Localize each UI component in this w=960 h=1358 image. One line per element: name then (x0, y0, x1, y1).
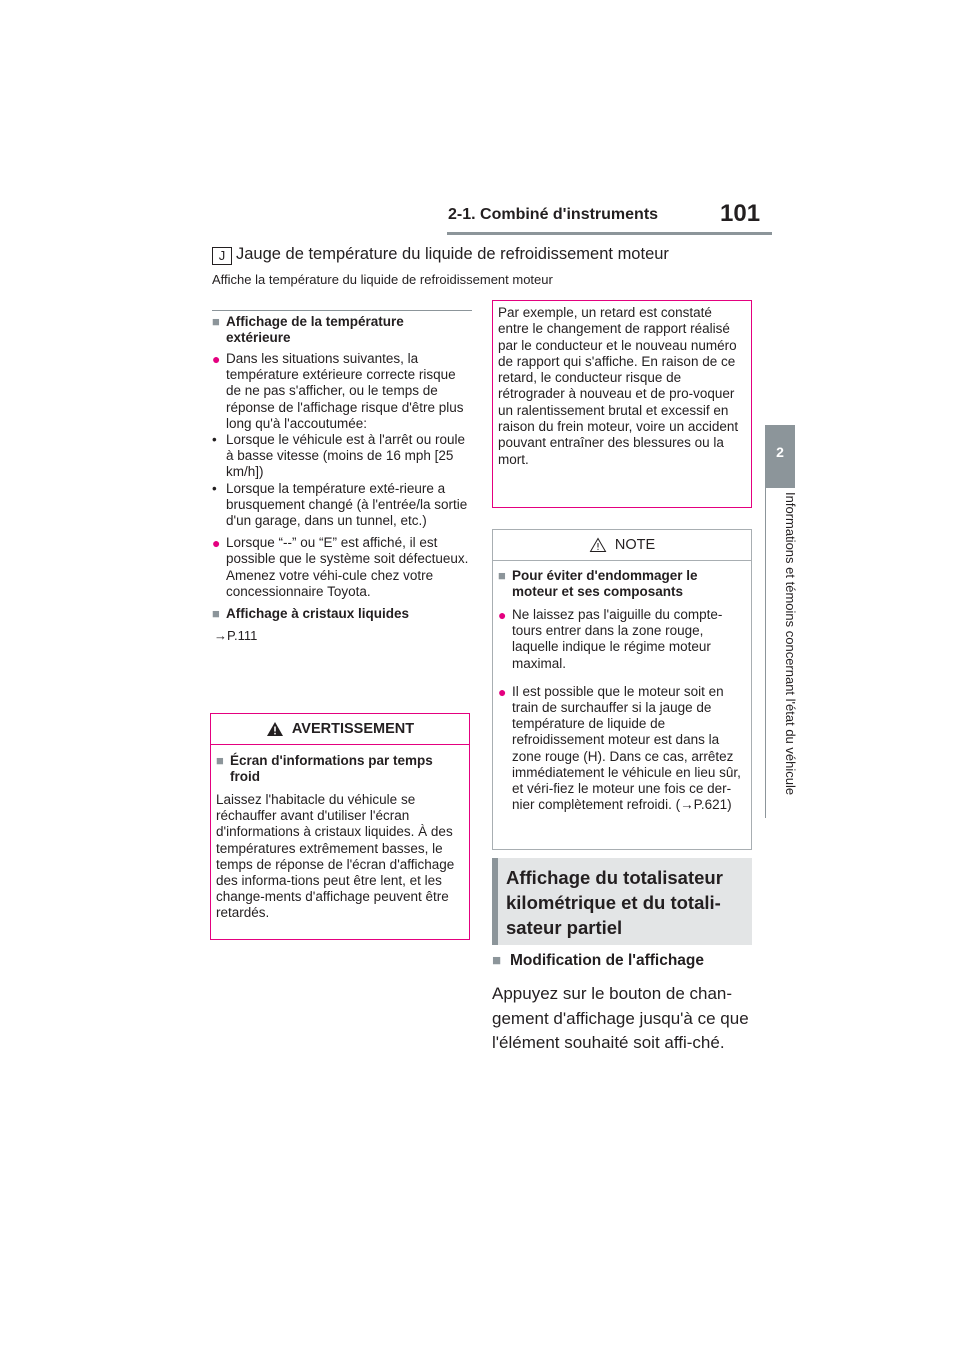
note-box (492, 529, 752, 850)
heading-lcd (212, 606, 472, 622)
warning-box (210, 713, 470, 940)
chapter-divider (765, 488, 766, 818)
note-title: NOTE (614, 537, 656, 553)
modification-heading-text: Modification de l'affichage (510, 952, 705, 969)
note-bullet-tachometer (498, 607, 745, 672)
sub-bullet-temp-change (212, 481, 472, 530)
page-reference-link[interactable]: →P.111 (214, 628, 258, 644)
warning-text: Laissez l'habitacle du véhicule se réchauffer avant d'utiliser l'écran d'informations à cristaux liquides. À des températures extrêmement basses, le temps de réponse de l'écran d'affichage des informa-tions peut être lent, et les change-ments d'affichage peuvent être retardés. (216, 792, 455, 921)
header-rule (447, 232, 772, 235)
gauge-description: Affiche la température du liquide de refroidissement moteur (212, 272, 553, 287)
bullet-outside-temp-text: Dans les situations suivantes, la température extérieure correcte risque de ne pas s'afficher, ou le temps de réponse de l'affichage risque d'être plus long qu'à l'accoutumée: (226, 351, 464, 431)
note-bullet-overheat (498, 684, 745, 814)
round-bullet-icon: ● (212, 535, 221, 552)
chapter-number: 2 (776, 444, 784, 460)
sub-bullet-stopped-text: Lorsque le véhicule est à l'arrêt ou roule à basse vitesse (moins de 16 mph [25 km/h]) (226, 432, 465, 480)
page-number: 101 (720, 200, 761, 227)
modification-text: Appuyez sur le bouton de chan-gement d'affichage jusqu'à ce que l'élément souhaité soit affi-ché. (492, 984, 749, 1052)
warning-body (211, 745, 469, 922)
heading-outside-temp (212, 314, 472, 346)
sub-bullet-temp-change-text: Lorsque la température exté-rieure a brusquement changé (à l'entrée/la sortie d'un garage, dans un tunnel, etc.) (226, 480, 468, 529)
round-bullet-icon: ● (498, 683, 507, 700)
note-heading-text: Pour éviter d'endommager le moteur et ses composants (512, 568, 698, 599)
continued-warning-box (492, 300, 752, 508)
sub-bullet-icon: • (212, 480, 217, 496)
heading-outside-temp-text: Affichage de la température extérieure (226, 314, 404, 345)
note-header (493, 530, 751, 561)
square-bullet-icon: ■ (492, 952, 502, 969)
section-heading-odometer (492, 858, 752, 945)
square-bullet-icon: ■ (498, 568, 506, 583)
section-title: 2-1. Combiné d'instruments (448, 206, 659, 223)
square-bullet-icon: ■ (212, 606, 220, 622)
warning-triangle-icon (266, 721, 284, 737)
note-bullet-overheat-text: Il est possible que le moteur soit en train de surchauffer si la jauge de température de liquide de refroidissement moteur est dans la zone rouge (H). Dans ce cas, arrêtez immédiatement le véhicule en lieu sûr, et véri-fiez le moteur une fois ce der-nier complètement refroidi. (→P.621) (512, 683, 741, 813)
section-heading-text: Affichage du totalisateur kilométrique et du totali-sateur partiel (506, 867, 723, 938)
square-bullet-icon: ■ (212, 314, 220, 329)
bullet-outside-temp (212, 351, 472, 432)
note-bullet-tachometer-text: Ne laissez pas l'aiguille du compte-tours entrer dans la zone rouge, laquelle indique le régime moteur maximal. (512, 607, 723, 671)
chapter-title: Informations et témoins concernant l'état du véhicule (783, 492, 798, 796)
gauge-title: Jauge de température du liquide de refroidissement moteur (236, 245, 669, 263)
gauge-letter-label: J (212, 247, 232, 265)
caution-outline-icon (589, 537, 607, 553)
heading-lcd-text: Affichage à cristaux liquides (226, 606, 410, 622)
round-bullet-icon: ● (498, 607, 507, 623)
sub-bullet-icon: • (212, 432, 217, 448)
bullet-error-display-text: Lorsque “--” ou “E” est affiché, il est possible que le système soit défectueux. Amenez votre véhi-cule chez votre concessionnaire Toyota. (226, 535, 469, 599)
sub-bullet-stopped (212, 432, 472, 481)
bullet-error-display (212, 535, 472, 600)
warning-heading-text: Écran d'informations par temps froid (230, 753, 433, 784)
column-rule (212, 310, 472, 311)
warning-title: AVERTISSEMENT (291, 721, 415, 737)
square-bullet-icon: ■ (216, 753, 224, 768)
round-bullet-icon: ● (212, 351, 221, 367)
note-heading (498, 568, 745, 600)
left-column (212, 310, 472, 643)
continued-warning-text: Par exemple, un retard est constaté entre le changement de rapport réalisé par le conducteur et le nouveau numéro de rapport qui s'affiche. En raison de ce retard, le conducteur risque de rétrograder à nouveau et de pro-voquer un ralentissement brutal et excessif en raison du frein moteur, voire un accident pouvant entraîner des blessures ou la mort. (498, 305, 739, 467)
warning-heading (216, 753, 463, 785)
note-body (493, 561, 751, 813)
modification-block (492, 952, 754, 1056)
warning-header (211, 714, 469, 745)
modification-heading (492, 952, 754, 970)
